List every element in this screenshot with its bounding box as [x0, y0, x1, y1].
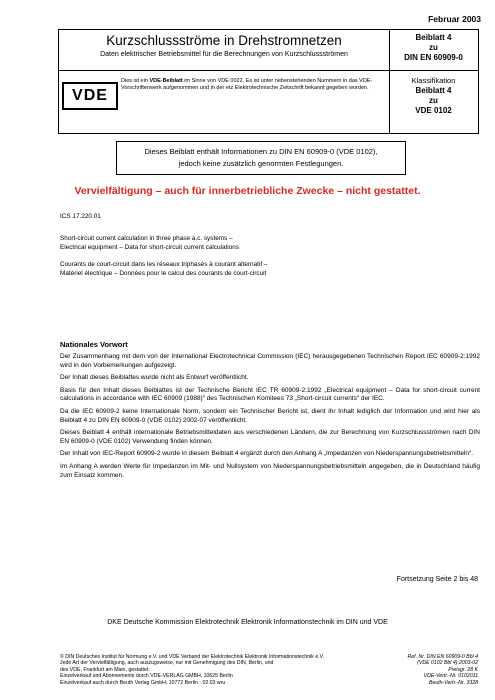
english-title-line: Short-circuit current calculation in three phase a.c. systems –: [60, 235, 233, 242]
info-line: jedoch keine zusätzlich genormten Festlegungen.: [178, 159, 344, 168]
divider: [59, 70, 478, 71]
klassifikation-label: Klassifikation: [411, 76, 456, 85]
vde-note-bold: VDE-Beiblatt: [149, 78, 183, 84]
paragraph: Da die IEC 60909-2 keine Internationale Norm, sondern ein Technischer Bericht ist, dient ihr Inhalt lediglich der Information und wird hier als Beiblatt 4 zu DIN EN 60909-0 (VDE 0102) 2002-07 veröffentlicht.: [60, 407, 480, 424]
english-title-line: Electrical equipment – Data for short-circuit current calculations: [60, 244, 240, 251]
beiblatt-line: zu: [429, 43, 438, 52]
footer-line: © DIN Deutsches Institut für Normung e.V. und VDE Verband der Elektrotechnik Elektronik Informationstechnik e.V.: [60, 654, 325, 660]
klassifikation-line: Beiblatt 4: [415, 86, 452, 95]
publication-date: Februar 2003: [428, 14, 481, 24]
dke-line: DKE Deutsche Kommission Elektrotechnik Elektronik Informationstechnik im DIN und VDE: [107, 619, 388, 626]
footer-reference: [358, 654, 478, 686]
paragraph: Der Zusammenhang mit dem von der International Electrotechnical Commission (IEC) herausgegebenen Technischen Report IEC 60909-2:1992 wird in den Vorbemerkungen aufgezeigt.: [60, 353, 480, 369]
french-title: [60, 260, 480, 278]
copy-warning: Vervielfältigung – auch für innerbetriebliche Zwecke – nicht gestattet.: [74, 185, 421, 197]
header-box: [58, 29, 479, 134]
footer-line: (VDE 0102 Bbl 4):2003-02: [417, 660, 478, 667]
vorwort-body: [60, 353, 480, 484]
vde-logo: VDE: [62, 82, 118, 110]
footer-line: Ref. Nr. DIN EN 60909-0 Bbl 4: [407, 654, 478, 660]
english-title: [60, 234, 480, 252]
vorwort-heading: Nationales Vorwort: [60, 340, 128, 349]
continuation-note: Fortsetzung Seite 2 bis 48: [396, 576, 478, 583]
paragraph: Dieses Beiblatt 4 enthält internationale Betriebsmitteldaten aus verschiedenen Ländern, die zur Berechnung von Kurzschlussströmen nach DIN EN 60909-0 (VDE 0102) Verwendung finden können.: [60, 429, 480, 445]
document-title: Kurzschlussströme in Drehstromnetzen: [106, 33, 342, 48]
vde-note: [121, 78, 383, 93]
info-line: Dieses Beiblatt enthält Informationen zu DIN EN 60909-0 (VDE 0102),: [144, 147, 378, 156]
footer-line: Preisgr. 28 K: [448, 666, 478, 673]
ics-code: ICS 17.220.01: [60, 213, 101, 220]
klassifikation: [389, 76, 478, 116]
beiblatt-line: Beiblatt 4: [415, 33, 452, 42]
footer-line: Jede Art der Vervielfältigung, auch auszugsweise, nur mit Genehmigung des DIN, Berlin, und: [60, 660, 274, 667]
klassifikation-line: zu: [429, 96, 438, 105]
beiblatt-line: DIN EN 60909-0: [404, 53, 463, 62]
info-box: [116, 141, 406, 175]
french-title-line: Courants de court-circuit dans les réseaux triphasés à courant alternatif –: [60, 261, 268, 268]
footer-copyright: [60, 654, 370, 686]
footer-line: des VDE, Frankfurt am Main, gestattet.: [60, 666, 150, 673]
footer-line: Einzelverkauf auch durch Beuth Verlag GmbH, 10772 Berlin · 02.03 wru: [60, 679, 226, 686]
footer-line: VDE-Vertr.-Nr. 0102011: [423, 673, 478, 680]
paragraph: Basis für den Inhalt dieses Beiblattes ist der Technische Bericht IEC TR 60909-2:1992 „Electrical equipment – Data for short-circuit current calculations in accordance with IEC 60909 (1988)“ des Technischen Komitees 73 „Short-circuit currents“ der IEC.: [60, 386, 480, 403]
paragraph: Im Anhang A werden Werte für Impedanzen im Mit- und Nullsystem von Niederspannungsbetriebsmitteln angegeben, die in Deutschland häufig zum Einsatz kommen.: [60, 462, 480, 479]
paragraph: Der Inhalt dieses Beiblattes wurde nicht als Entwurf veröffentlicht.: [60, 374, 249, 382]
vde-note-text: Dies ist ein: [121, 78, 150, 84]
vde-note-text: im Sinne von VDE 0022. Es ist unter nebenstehenden Nummern in das VDE-Vorschriftenwerk aufgenommen und in der etz Elektrotechnische Zeitschrift bekannt gegeben worden.: [121, 78, 373, 92]
beiblatt-designation: [389, 33, 478, 63]
klassifikation-line: VDE 0102: [415, 106, 452, 115]
footer-line: Einzelverkauf und Abonnements durch VDE-VERLAG GMBH, 10625 Berlin: [60, 673, 233, 680]
footer-line: Beuth-Vertr.-Nr. 3328: [428, 679, 478, 686]
document-subtitle: Daten elektrischer Betriebsmittel für die Berechnungen von Kurzschlussströmen: [100, 51, 348, 58]
french-title-line: Matériel électrique – Données pour le calcul des courants de court-circuit: [60, 270, 267, 277]
paragraph: Der Inhalt von IEC-Report 60909-2 wurde in diesem Beiblatt 4 ergänzt durch den Anhang A „Impedanzen von Niederspannungsbetriebsmitteln“.: [60, 450, 473, 458]
